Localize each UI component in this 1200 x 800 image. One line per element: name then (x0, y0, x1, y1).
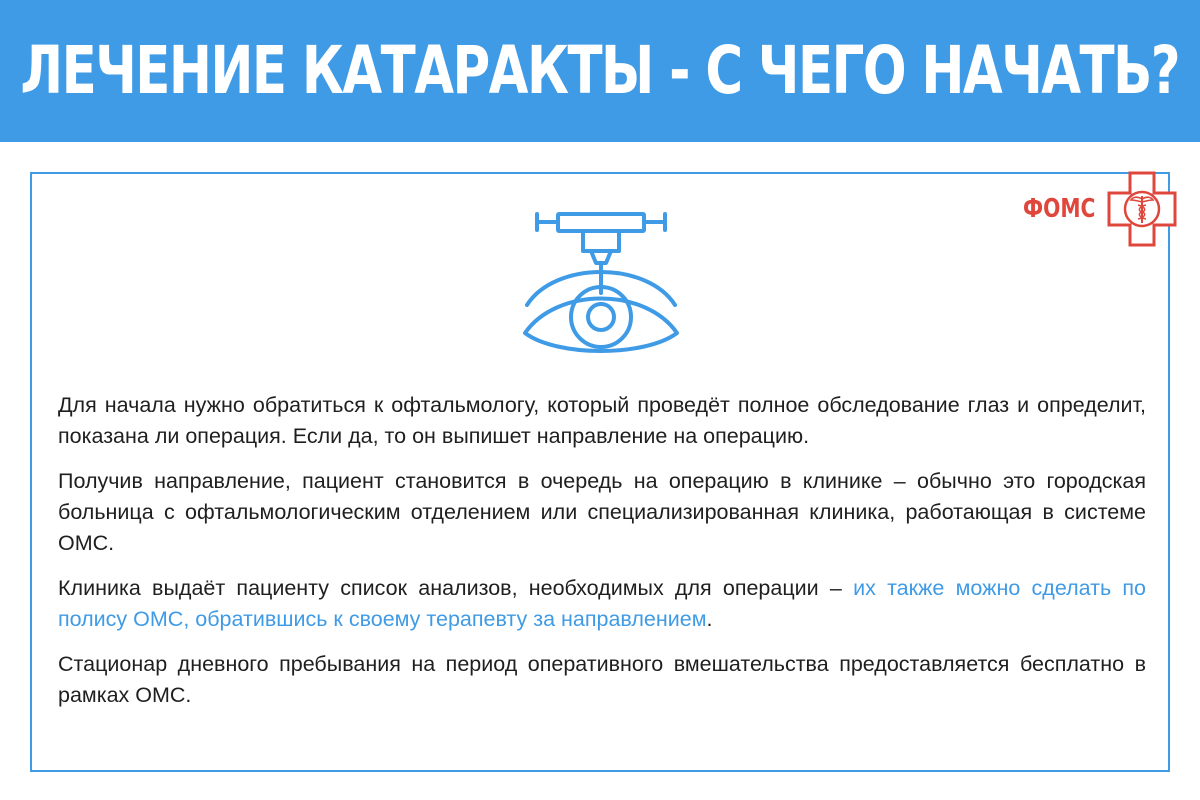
page-title: ЛЕЧЕНИЕ КАТАРАКТЫ - С ЧЕГО НАЧАТЬ? (20, 32, 1180, 109)
paragraph-tests (58, 573, 1146, 635)
caduceus-cross-icon (1106, 170, 1178, 248)
paragraph-ophthalmologist: Для начала нужно обратиться к офтальмологу, который проведёт полное обследование глаз и определит, показана ли операция. Если да, то он выпишет направление на операцию. (58, 393, 1146, 448)
foms-logo (1023, 170, 1178, 248)
tests-end: . (706, 607, 713, 631)
logo-text: ФОМС (1023, 194, 1096, 224)
tests-text: Клиника выдаёт пациенту список анализов, необходимых для операции – (58, 576, 854, 600)
paragraph-referral-queue: Получив направление, пациент становится в очередь на операцию в клинике – обычно это городская больница с офтальмологическим отделением или специализированная клиника, работающая в системе ОМС. (58, 469, 1146, 555)
eye-laser-icon (515, 205, 685, 365)
info-text (58, 390, 1146, 725)
paragraph-day-hospital: Стационар дневного пребывания на период оперативного вмешательства предоставляется бесплатно в рамках ОМС. (58, 652, 1146, 707)
header-banner (0, 0, 1200, 142)
tests-highlight: их также можно сделать по полису ОМС, обратившись к своему терапевту за направлением (58, 576, 1146, 631)
